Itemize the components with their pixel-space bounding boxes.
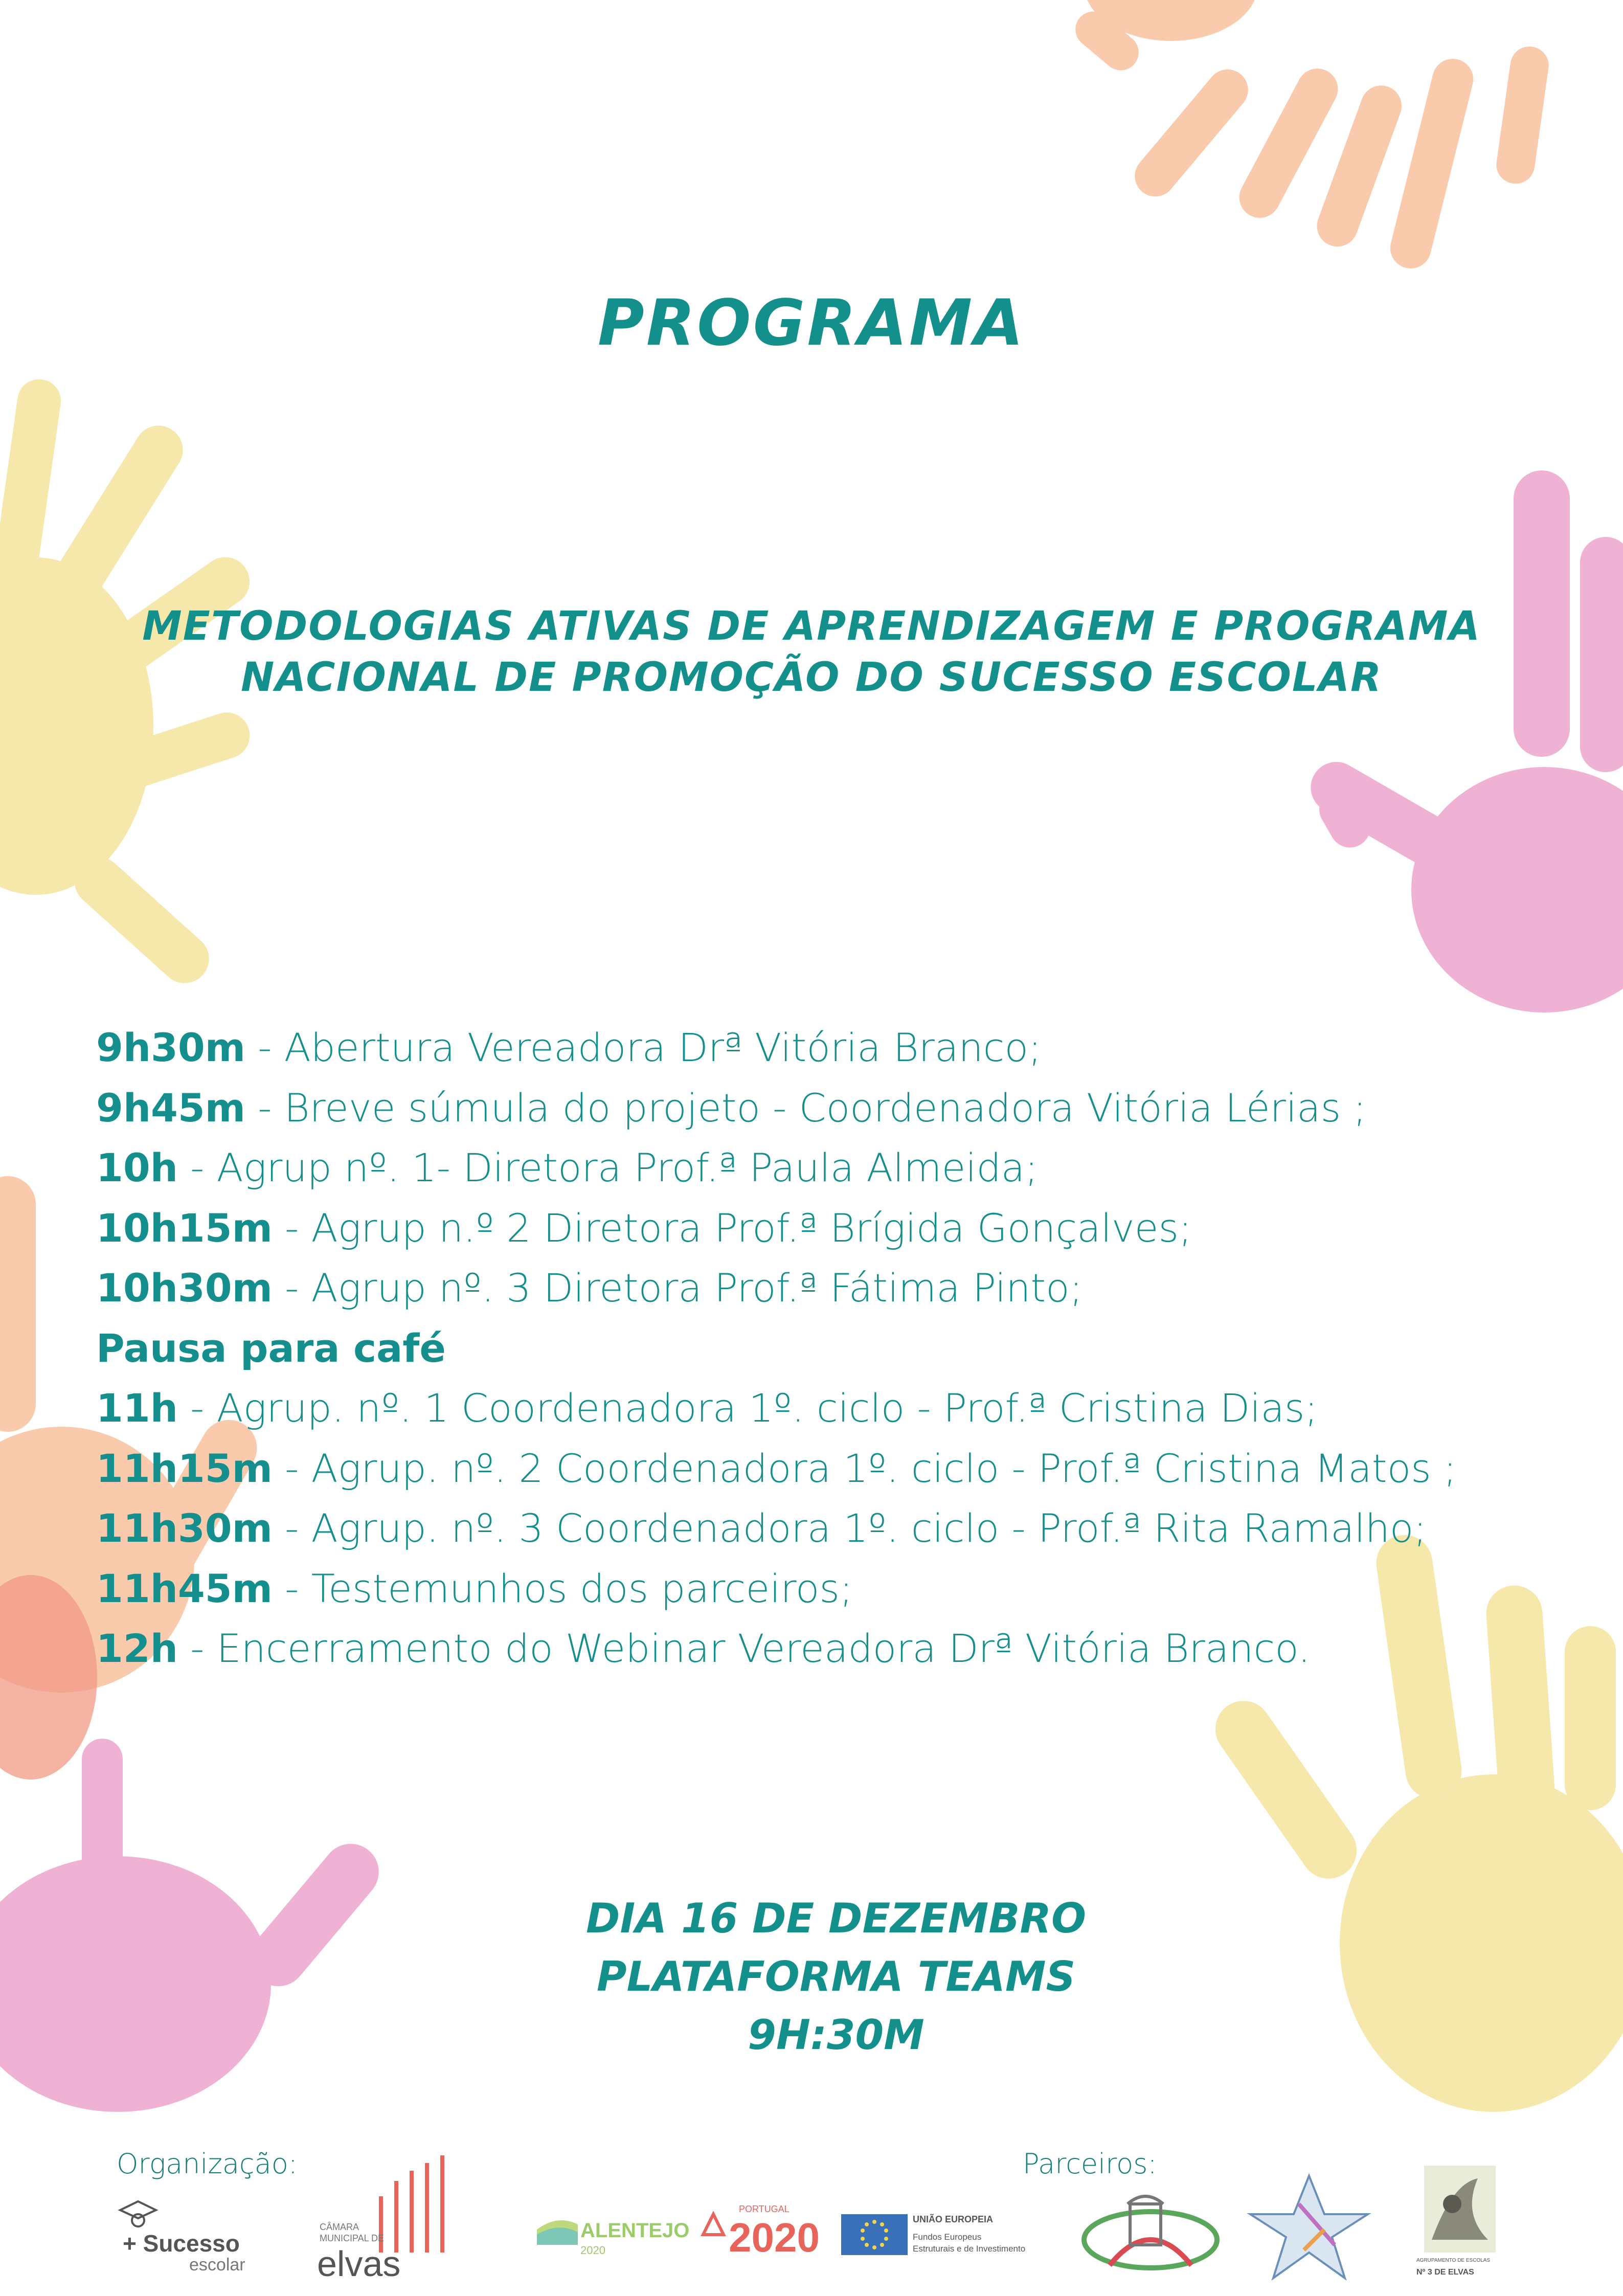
schedule-item [96,1498,1605,1559]
schedule-time: 9h30m [96,1025,245,1070]
schedule-item [96,1618,1605,1679]
schedule-item [96,1438,1605,1499]
pink-hand-bottom-left [0,1739,390,2112]
camara-elvas-logo [317,2155,455,2283]
alentejo-year: 2020 [580,2244,605,2257]
elvas-towers-icon [373,2155,450,2253]
schedule-text: - Agrup. nº. 1 Coordenadora 1º. ciclo - Prof.ª Cristina Dias; [177,1385,1318,1431]
subtitle-line-1: METODOLOGIAS ATIVAS DE APRENDIZAGEM E PROGRAMA [142,603,1481,649]
portugal-small-text: PORTUGAL [739,2204,790,2214]
schedule-pause: Pausa para café [96,1325,446,1371]
peach-hand-top-right [1068,0,1551,273]
eu-flag-icon [841,2214,908,2255]
event-time: 9H:30M [748,2011,925,2059]
schedule-item [96,1559,1605,1619]
agrupamento-line-2: Nº 3 DE ELVAS [1416,2268,1474,2277]
schedule-list [96,1018,1605,1679]
page-title: PROGRAMA [597,286,1026,360]
schedule-time: 10h15m [96,1205,273,1251]
event-subtitle [0,601,1623,703]
schedule-time: 11h15m [96,1445,273,1491]
schedule-item [96,1198,1605,1258]
schedule-text: - Encerramento do Webinar Vereadora Drª Vitória Branco. [177,1626,1311,1671]
agrupamento-line-1: AGRUPAMENTO DE ESCOLAS [1416,2258,1491,2263]
schedule-item [96,1378,1605,1438]
partners-label: Parceiros: [1023,2148,1157,2180]
schedule-text: - Agrup n.º 2 Diretora Prof.ª Brígida Gonçalves; [272,1205,1192,1251]
pink-hand-right [1301,470,1623,1012]
portugal-2020-logo [698,2199,831,2270]
event-platform: PLATAFORMA TEAMS [596,1953,1076,2000]
agrupamento-3-logo [1416,2163,1503,2286]
graduation-cap-icon [118,2199,159,2230]
schedule-text: - Abertura Vereadora Drª Vitória Branco; [245,1025,1042,1070]
eu-title: UNIÃO EUROPEIA [913,2214,994,2224]
schedule-time: 11h45m [96,1565,273,1611]
camara-main-text: elvas [317,2244,401,2284]
schedule-text: - Agrup nº. 3 Diretora Prof.ª Fátima Pinto; [272,1265,1083,1311]
schedule-time: 12h [96,1626,178,1671]
schedule-text: - Agrup. nº. 3 Coordenadora 1º. ciclo - Prof.ª Rita Ramalho; [272,1505,1427,1551]
partner-logo-1 [1079,2184,1222,2276]
schedule-item [96,1138,1605,1198]
alentejo-2020-logo [537,2209,690,2265]
agrupamento-emblem-icon [1422,2163,1498,2255]
schedule-text: - Breve súmula do projeto - Coordenadora Vitória Lérias ; [245,1085,1366,1131]
schedule-time: 10h30m [96,1265,273,1311]
camara-mid-text: MUNICIPAL DE [320,2233,385,2243]
schedule-text: - Agrup nº. 1- Diretora Prof.ª Paula Almeida; [177,1145,1038,1190]
schedule-item [96,1078,1605,1138]
schedule-item [96,1258,1605,1318]
alentejo-wave-icon [537,2214,578,2245]
uniao-europeia-logo [841,2209,1025,2265]
partner-logo-2 [1243,2173,1376,2281]
subtitle-line-2: NACIONAL DE PROMOÇÃO DO SUCESSO ESCOLAR [240,655,1383,701]
event-date: DIA 16 DE DEZEMBRO [586,1895,1086,1942]
schedule-time: 11h30m [96,1505,273,1551]
sucesso-logo-text: + Sucesso [123,2230,240,2257]
schedule-text: - Agrup. nº. 2 Coordenadora 1º. ciclo - Prof.ª Cristina Matos ; [272,1445,1457,1491]
schedule-time: 11h [96,1385,178,1431]
schedule-time: 9h45m [96,1085,245,1131]
portugal-flag-icon [698,2209,729,2240]
alentejo-text: ALENTEJO [580,2219,690,2242]
schedule-item [96,1018,1605,1078]
organization-label: Organização: [117,2148,298,2180]
sucesso-escolar-logo [118,2199,256,2275]
portugal-year-text: 2020 [729,2215,820,2260]
eu-line-2: Estruturais e de Investimento [913,2244,1026,2254]
schedule-time: 10h [96,1145,178,1190]
camara-top-text: CÂMARA [320,2222,359,2232]
sucesso-logo-subtext: escolar [189,2255,245,2275]
eu-line-1: Fundos Europeus [913,2232,982,2242]
schedule-text: - Testemunhos dos parceiros; [272,1565,853,1611]
